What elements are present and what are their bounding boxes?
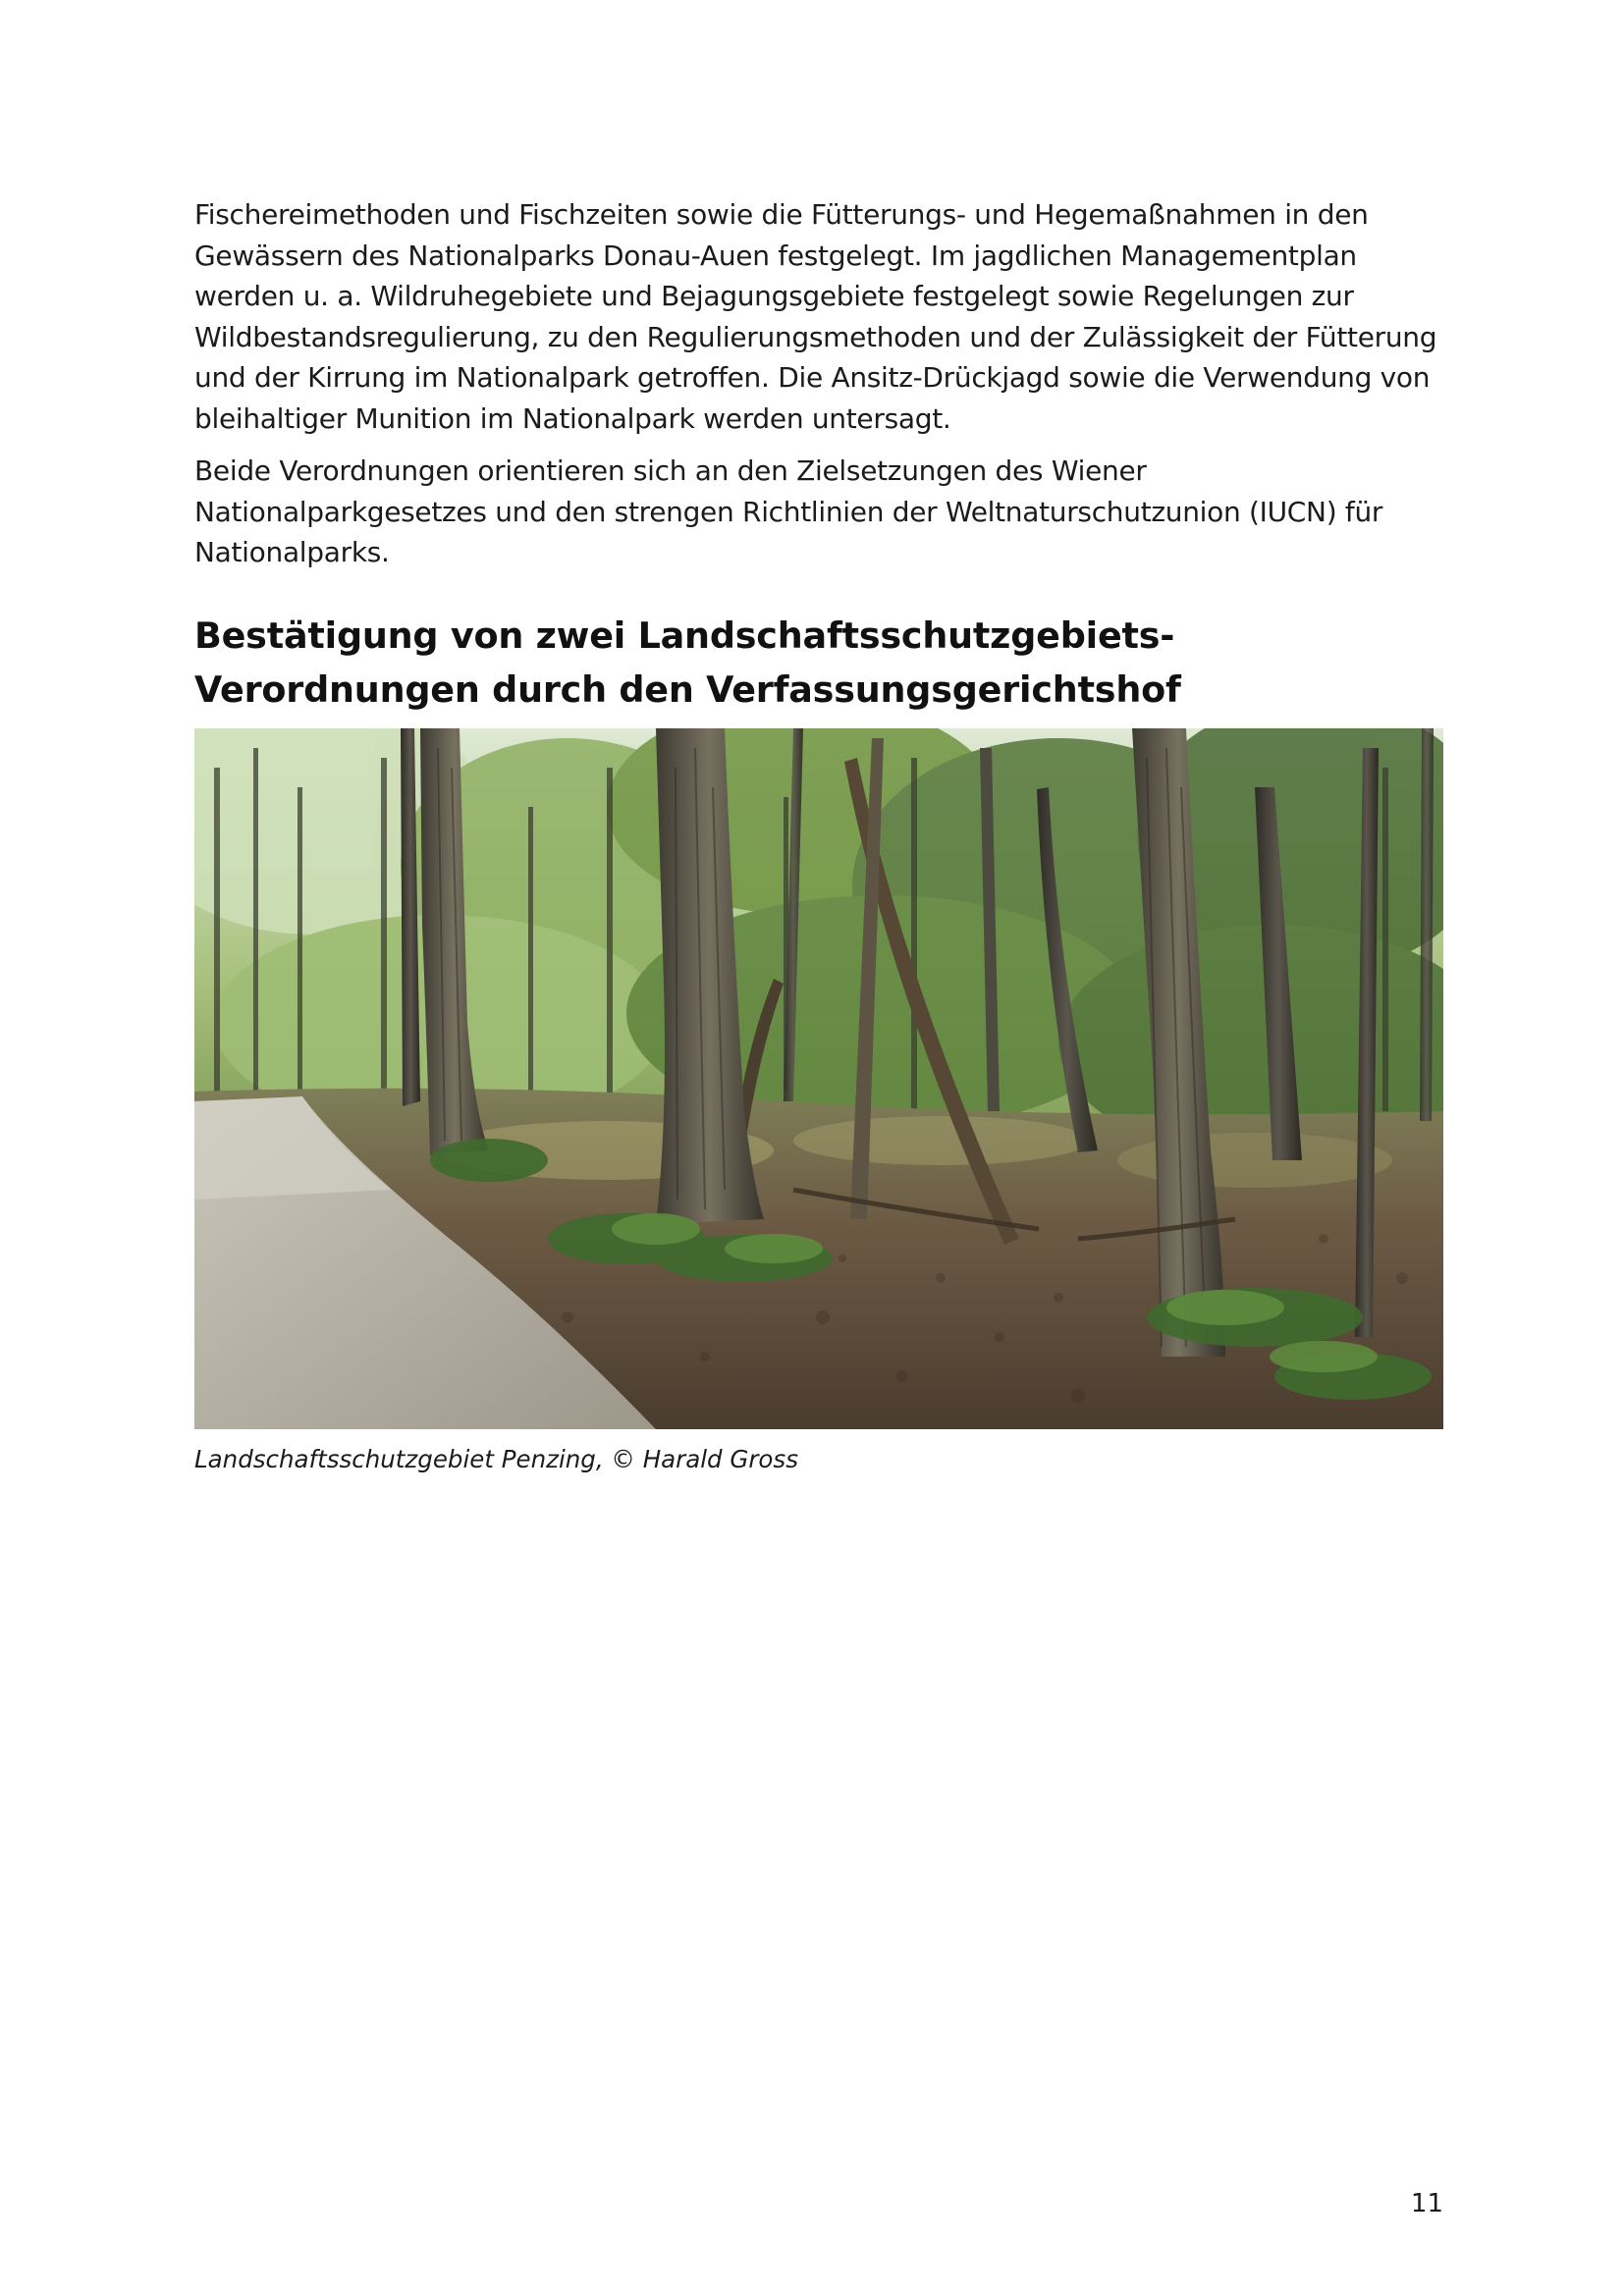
page-number: 11: [1410, 2189, 1443, 2218]
page-content: [194, 194, 1443, 1476]
section-heading: Bestätigung von zwei Landschaftsschutzgebiets-Verordnungen durch den Verfassungsgerichtshof: [194, 614, 1181, 711]
body-paragraph-1: Fischereimethoden und Fischzeiten sowie die Fütterungs- und Hegemaßnahmen in den Gewässern des Nationalparks Donau-Auen festgelegt. Im jagdlichen Managementplan werden u. a. Wildruhegebiete und Bejagungsgebiete festgelegt sowie Regelungen zur Wildbestandsregulierung, zu den Regulierungsmethoden und der Zulässigkeit der Fütterung und der Kirrung im Nationalpark getroffen. Die Ansitz-Drückjagd sowie die Verwendung von bleihaltiger Munition im Nationalpark werden untersagt.: [194, 198, 1437, 435]
forest-photo-illustration: [194, 728, 1443, 1429]
body-paragraph-2: Beide Verordnungen orientieren sich an den Zielsetzungen des Wiener Nationalparkgesetzes und den strengen Richtlinien der Weltnaturschutzunion (IUCN) für Nationalparks.: [194, 454, 1383, 568]
forest-photo: [194, 728, 1443, 1429]
figure-caption: Landschaftsschutzgebiet Penzing, © Harald Gross: [194, 1444, 798, 1473]
